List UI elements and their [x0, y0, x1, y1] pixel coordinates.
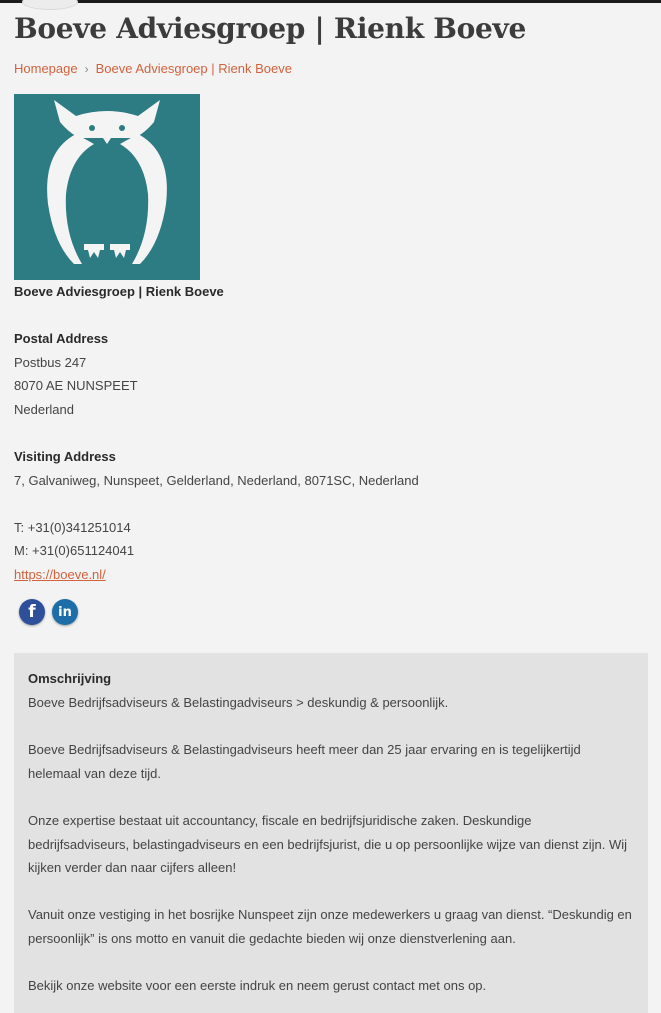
postal-address-line: 8070 AE NUNSPEET	[14, 378, 138, 393]
breadcrumb-separator: ›	[84, 62, 89, 76]
visiting-address-heading: Visiting Address	[14, 449, 116, 464]
breadcrumb-current-link[interactable]: Boeve Adviesgroep | Rienk Boeve	[95, 61, 292, 76]
description-paragraph: Boeve Bedrijfsadviseurs & Belastingadviseurs > deskundig & persoonlijk.	[28, 695, 449, 710]
postal-address-line: Nederland	[14, 402, 74, 417]
postal-address-heading: Postal Address	[14, 331, 109, 346]
description-paragraph: Onze expertise bestaat uit accountancy, fiscale en bedrijfsjuridische zaken. Deskundige bedrijfsadviseurs, belastingadviseurs en een bedrijfsjurist, die u op persoonlijke wijze van dienst zijn. Wij kijken verder dan naar cijfers alleen!	[28, 813, 628, 875]
description-title: Omschrijving	[28, 671, 112, 686]
top-bar	[0, 0, 661, 3]
description-paragraph: Bekijk onze website voor een eerste indruk en neem gerust contact met ons op.	[28, 978, 487, 993]
website-line	[14, 567, 106, 582]
company-name: Boeve Adviesgroep | Rienk Boeve	[14, 284, 224, 299]
description-paragraph: Boeve Bedrijfsadviseurs & Belastingadviseurs heeft meer dan 25 jaar ervaring en is tegelijkertijd helemaal van deze tijd.	[28, 742, 581, 781]
visiting-address-line: 7, Galvaniweg, Nunspeet, Gelderland, Nederland, 8071SC, Nederland	[14, 473, 419, 488]
description-panel	[14, 653, 648, 1013]
facebook-icon[interactable]: f	[19, 599, 45, 625]
website-link[interactable]: https://boeve.nl/	[14, 567, 106, 582]
linkedin-icon[interactable]: in	[52, 599, 78, 625]
postal-address-line: Postbus 247	[14, 355, 87, 370]
page-title: Boeve Adviesgroep | Rienk Boeve	[14, 12, 527, 45]
top-bar-handle	[22, 0, 78, 10]
phone-number: T: +31(0)341251014	[14, 520, 131, 535]
description-paragraph: Vanuit onze vestiging in het bosrijke Nunspeet zijn onze medewerkers u graag van dienst. “Deskundig en persoonlijk” is ons motto en vanuit die gedachte bieden wij onze dienstverlening aan.	[28, 907, 632, 946]
mobile-number: M: +31(0)651124041	[14, 543, 135, 558]
owl-logo-icon	[14, 94, 200, 280]
breadcrumb-home-link[interactable]: Homepage	[14, 61, 78, 76]
breadcrumb	[14, 61, 292, 76]
